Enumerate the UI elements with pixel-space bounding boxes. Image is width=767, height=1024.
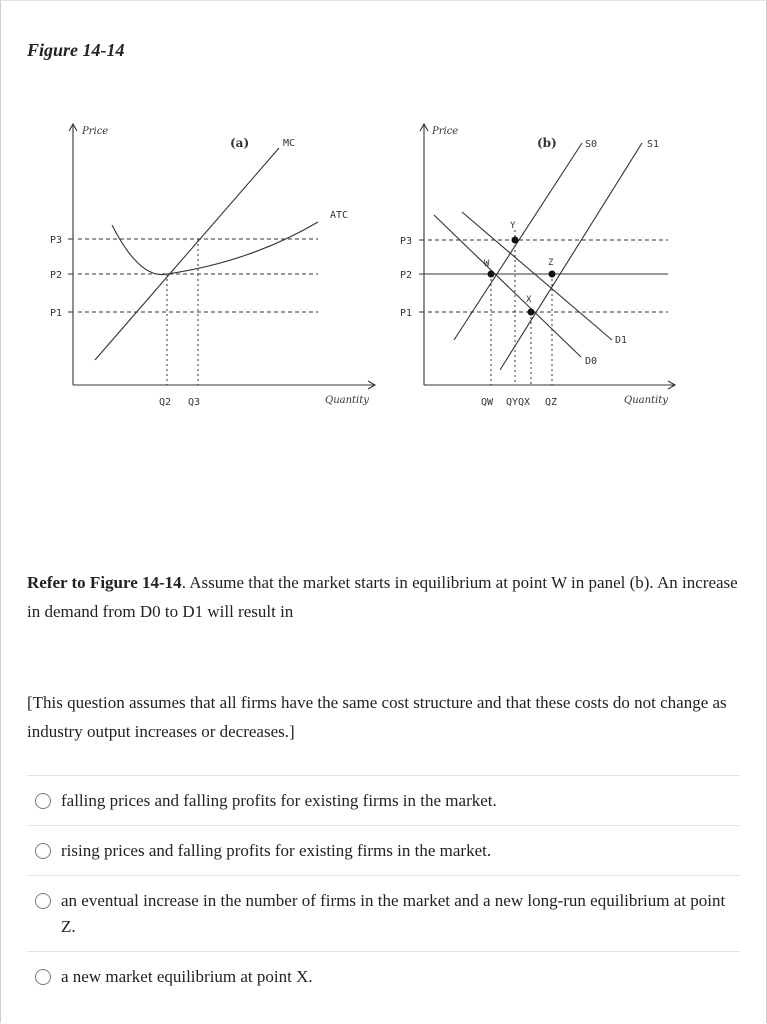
panel-b-x-label: Quantity xyxy=(624,395,668,406)
panel-b-y-label: Price xyxy=(432,126,459,137)
panel-a-q2-label: Q2 xyxy=(159,397,172,408)
radio-button[interactable] xyxy=(35,843,51,859)
answer-option-2[interactable] xyxy=(27,825,740,875)
answer-option-text: falling prices and falling profits for existing firms in the market. xyxy=(61,791,497,810)
panel-b-p3-label: P3 xyxy=(400,236,413,247)
panel-b-qyqx-label: QYQX xyxy=(506,397,531,408)
answer-option-3[interactable] xyxy=(27,875,740,951)
panel-a-p3-label: P3 xyxy=(50,235,63,246)
point-x-label: X xyxy=(526,295,532,305)
answer-option-text: rising prices and falling profits for existing firms in the market. xyxy=(61,841,492,860)
panel-a-q3-label: Q3 xyxy=(188,397,201,408)
panel-a-mc-curve xyxy=(95,148,279,360)
answer-option-4[interactable] xyxy=(27,951,740,1001)
panel-b-labels xyxy=(400,126,668,408)
panel-a xyxy=(68,124,375,389)
panel-a-p2-label: P2 xyxy=(50,270,63,281)
radio-button[interactable] xyxy=(35,969,51,985)
radio-button[interactable] xyxy=(35,893,51,909)
panel-b xyxy=(419,124,675,389)
panel-b-d0-label: D0 xyxy=(585,356,598,367)
figure-reference: Refer to Figure 14-14 xyxy=(27,573,182,592)
figure-graphic xyxy=(0,110,767,420)
panel-b-panel-label: (b) xyxy=(537,136,557,150)
panel-b-d1-label: D1 xyxy=(615,335,628,346)
panel-b-s1-label: S1 xyxy=(647,139,660,150)
panel-a-y-label: Price xyxy=(82,126,109,137)
panel-a-panel-label: (a) xyxy=(230,136,250,150)
point-w-marker xyxy=(488,271,495,278)
panel-b-d0-curve xyxy=(434,215,581,357)
question-note: [This question assumes that all firms have the same cost structure and that these costs do not change as industry output increases or decreases.] xyxy=(27,693,727,741)
panel-b-qw-label: QW xyxy=(481,397,494,408)
figure-title: Figure 14-14 xyxy=(27,40,125,60)
point-z-marker xyxy=(549,271,556,278)
question-text xyxy=(27,568,742,626)
panel-a-mc-label: MC xyxy=(283,138,296,149)
point-y-marker xyxy=(512,237,519,244)
answer-option-text: a new market equilibrium at point X. xyxy=(61,967,313,986)
point-z-label: Z xyxy=(548,258,554,268)
panel-b-d1-curve xyxy=(462,212,612,340)
question-body: . Assume that the market starts in equilibrium at point W in panel (b). An increase in demand from D0 to D1 will result in xyxy=(27,573,738,621)
point-y-label: Y xyxy=(510,221,516,231)
answer-option-1[interactable] xyxy=(27,775,740,825)
panel-b-p2-label: P2 xyxy=(400,270,413,281)
point-w-label: W xyxy=(484,259,490,269)
panel-a-p1-label: P1 xyxy=(50,308,63,319)
radio-button[interactable] xyxy=(35,793,51,809)
panel-a-atc-curve xyxy=(112,222,318,275)
point-x-marker xyxy=(528,309,535,316)
panel-b-p1-label: P1 xyxy=(400,308,413,319)
panel-b-s0-label: S0 xyxy=(585,139,598,150)
answer-options xyxy=(27,775,740,1001)
panel-a-atc-label: ATC xyxy=(330,210,349,221)
panel-a-x-label: Quantity xyxy=(325,395,369,406)
panel-a-labels xyxy=(50,126,369,408)
panel-b-qz-label: QZ xyxy=(545,397,558,408)
answer-option-text: an eventual increase in the number of firms in the market and a new long-run equilibrium at point Z. xyxy=(61,891,726,936)
